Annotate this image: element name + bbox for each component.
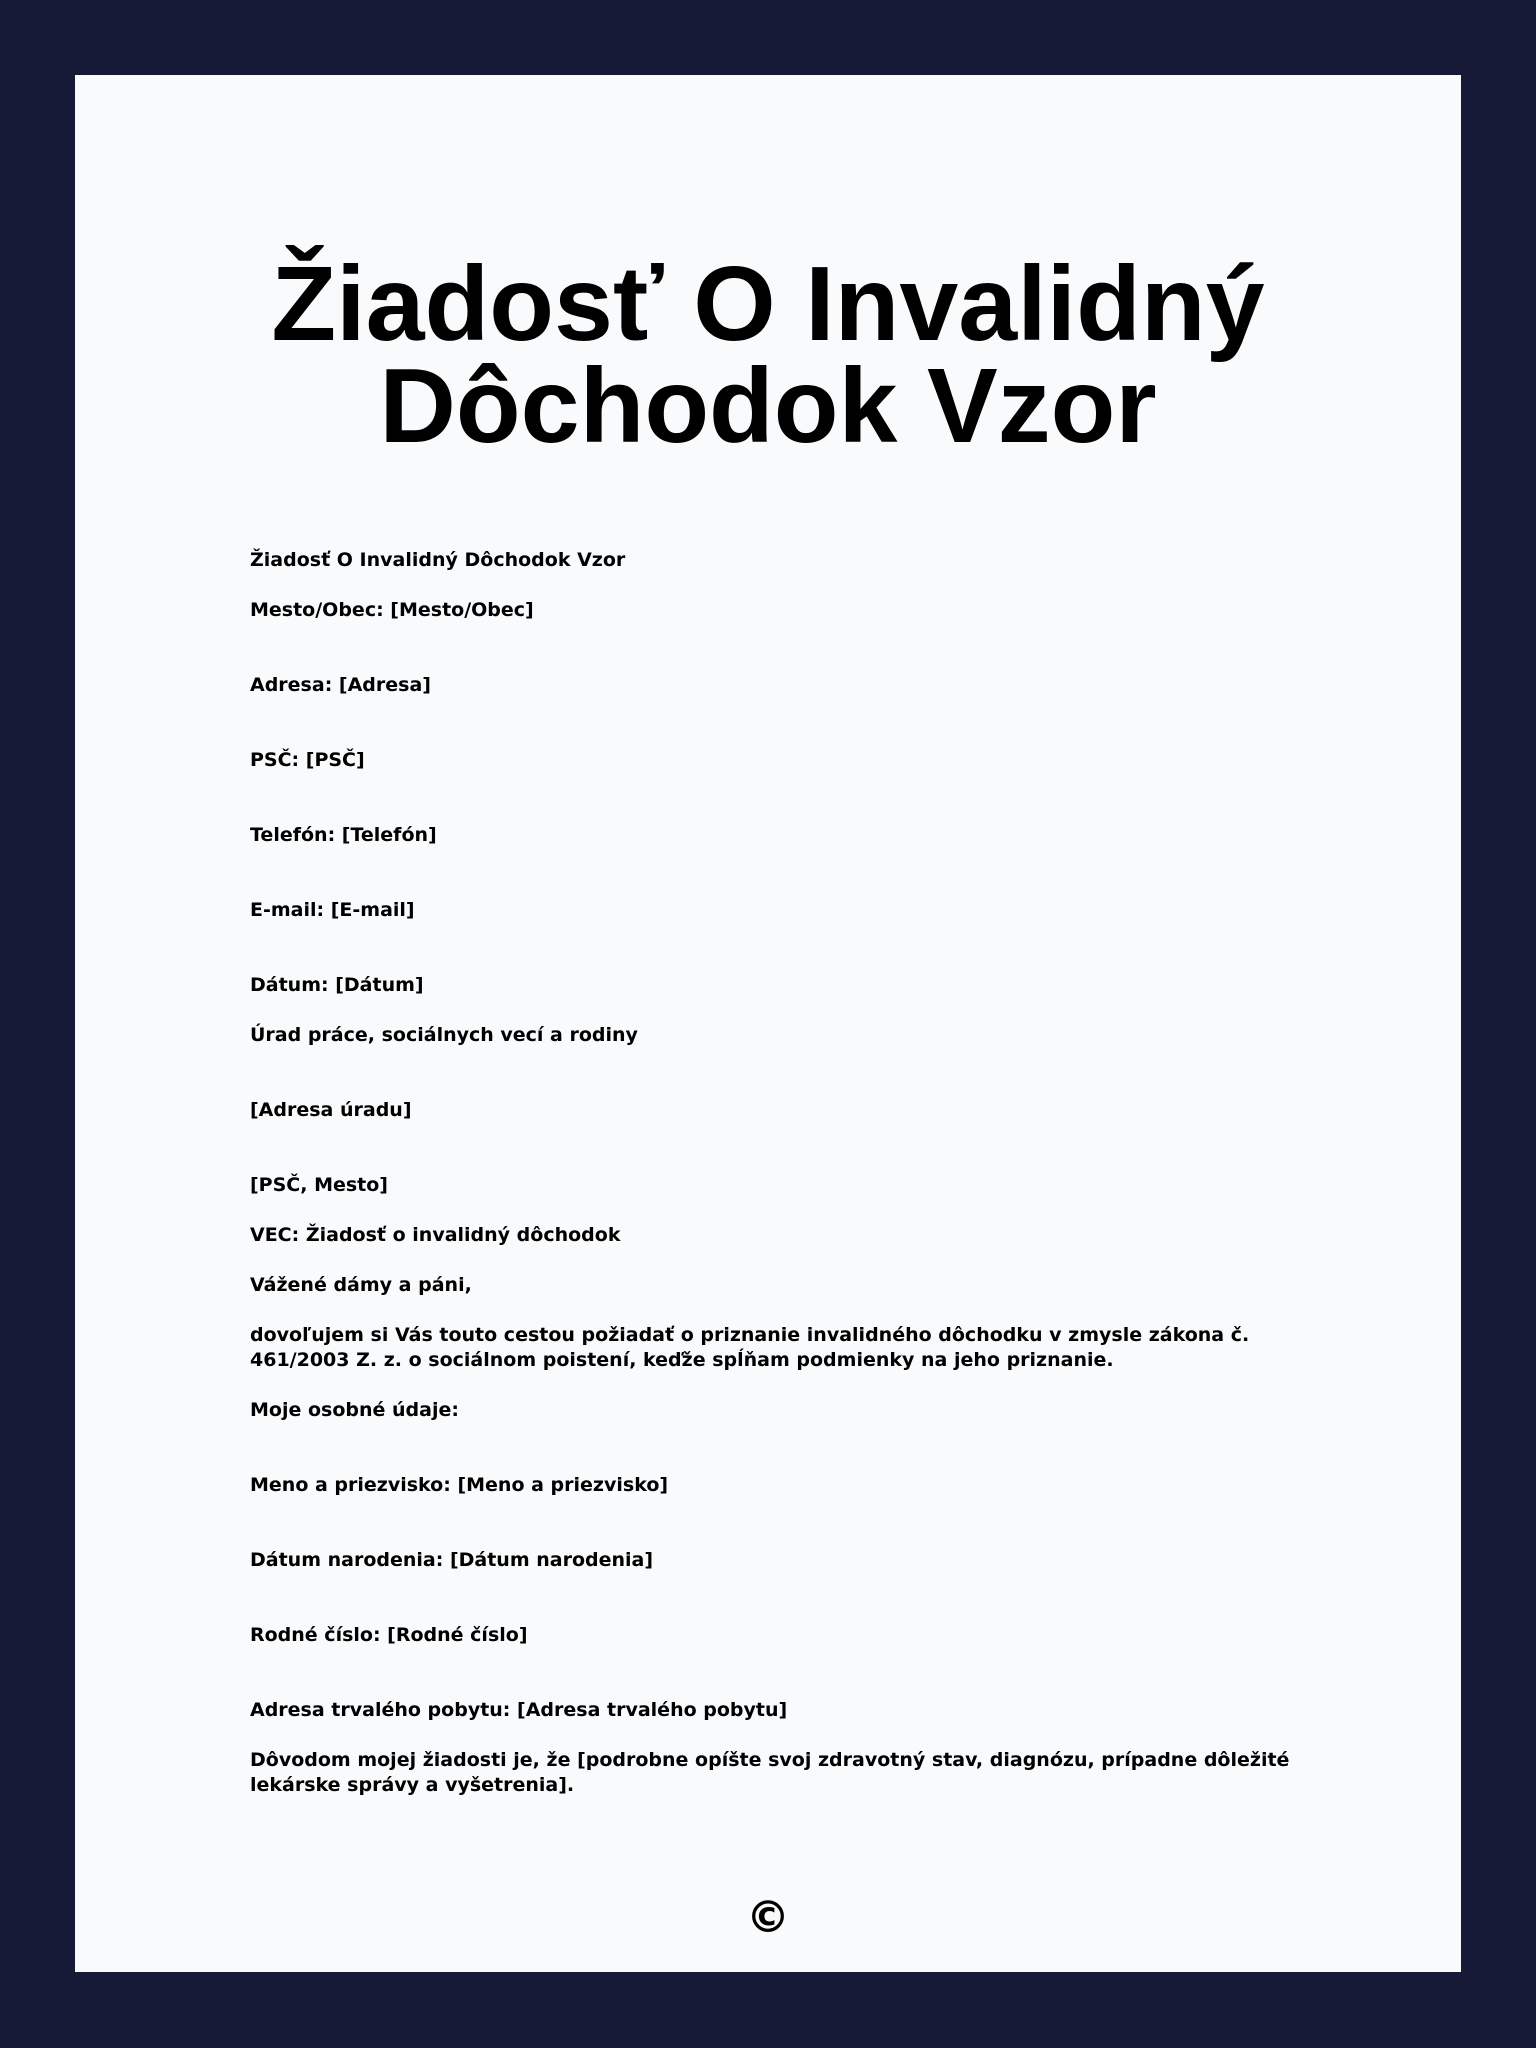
- sender-email: E-mail: [E-mail]: [250, 899, 415, 921]
- recipient-office: Úrad práce, sociálnych vecí a rodiny: [250, 1024, 638, 1046]
- letter-intro: dovoľujem si Vás touto cestou požiadať o priznanie invalidného dôchodku v zmysle zákona č. 461/2003 Z. z. o sociálnom poistení, keďže spĺňam podmienky na jeho priznanie.: [250, 1324, 1250, 1371]
- personal-birth-number: Rodné číslo: [Rodné číslo]: [250, 1624, 528, 1646]
- sender-zip: PSČ: [PSČ]: [250, 749, 365, 771]
- title-line-1: Žiadosť O Invalidný: [271, 245, 1265, 363]
- recipient-zip-city: [PSČ, Mesto]: [250, 1174, 388, 1196]
- letter-salutation: Vážené dámy a páni,: [250, 1274, 472, 1296]
- sender-address: Adresa: [Adresa]: [250, 674, 431, 696]
- personal-name: Meno a priezvisko: [Meno a priezvisko]: [250, 1474, 669, 1496]
- letter-reason: Dôvodom mojej žiadosti je, že [podrobne opíšte svoj zdravotný stav, diagnózu, prípadne dôležité lekárske správy a vyšetrenia].: [250, 1749, 1290, 1796]
- personal-heading: Moje osobné údaje:: [250, 1399, 459, 1421]
- sender-city: Mesto/Obec: [Mesto/Obec]: [250, 599, 534, 621]
- copyright-symbol: ©: [746, 1892, 790, 1943]
- letter-subject: VEC: Žiadosť o invalidný dôchodok: [250, 1224, 621, 1246]
- title-line-2: Dôchodok Vzor: [379, 347, 1157, 465]
- document-page: [75, 75, 1461, 1972]
- document-title: [75, 245, 1461, 465]
- letter-body: [250, 548, 1290, 1798]
- letter-date: Dátum: [Dátum]: [250, 974, 424, 996]
- recipient-address: [Adresa úradu]: [250, 1099, 412, 1121]
- personal-residence: Adresa trvalého pobytu: [Adresa trvalého pobytu]: [250, 1699, 788, 1721]
- letter-subtitle: Žiadosť O Invalidný Dôchodok Vzor: [250, 549, 626, 571]
- sender-phone: Telefón: [Telefón]: [250, 824, 437, 846]
- personal-birth-date: Dátum narodenia: [Dátum narodenia]: [250, 1549, 654, 1571]
